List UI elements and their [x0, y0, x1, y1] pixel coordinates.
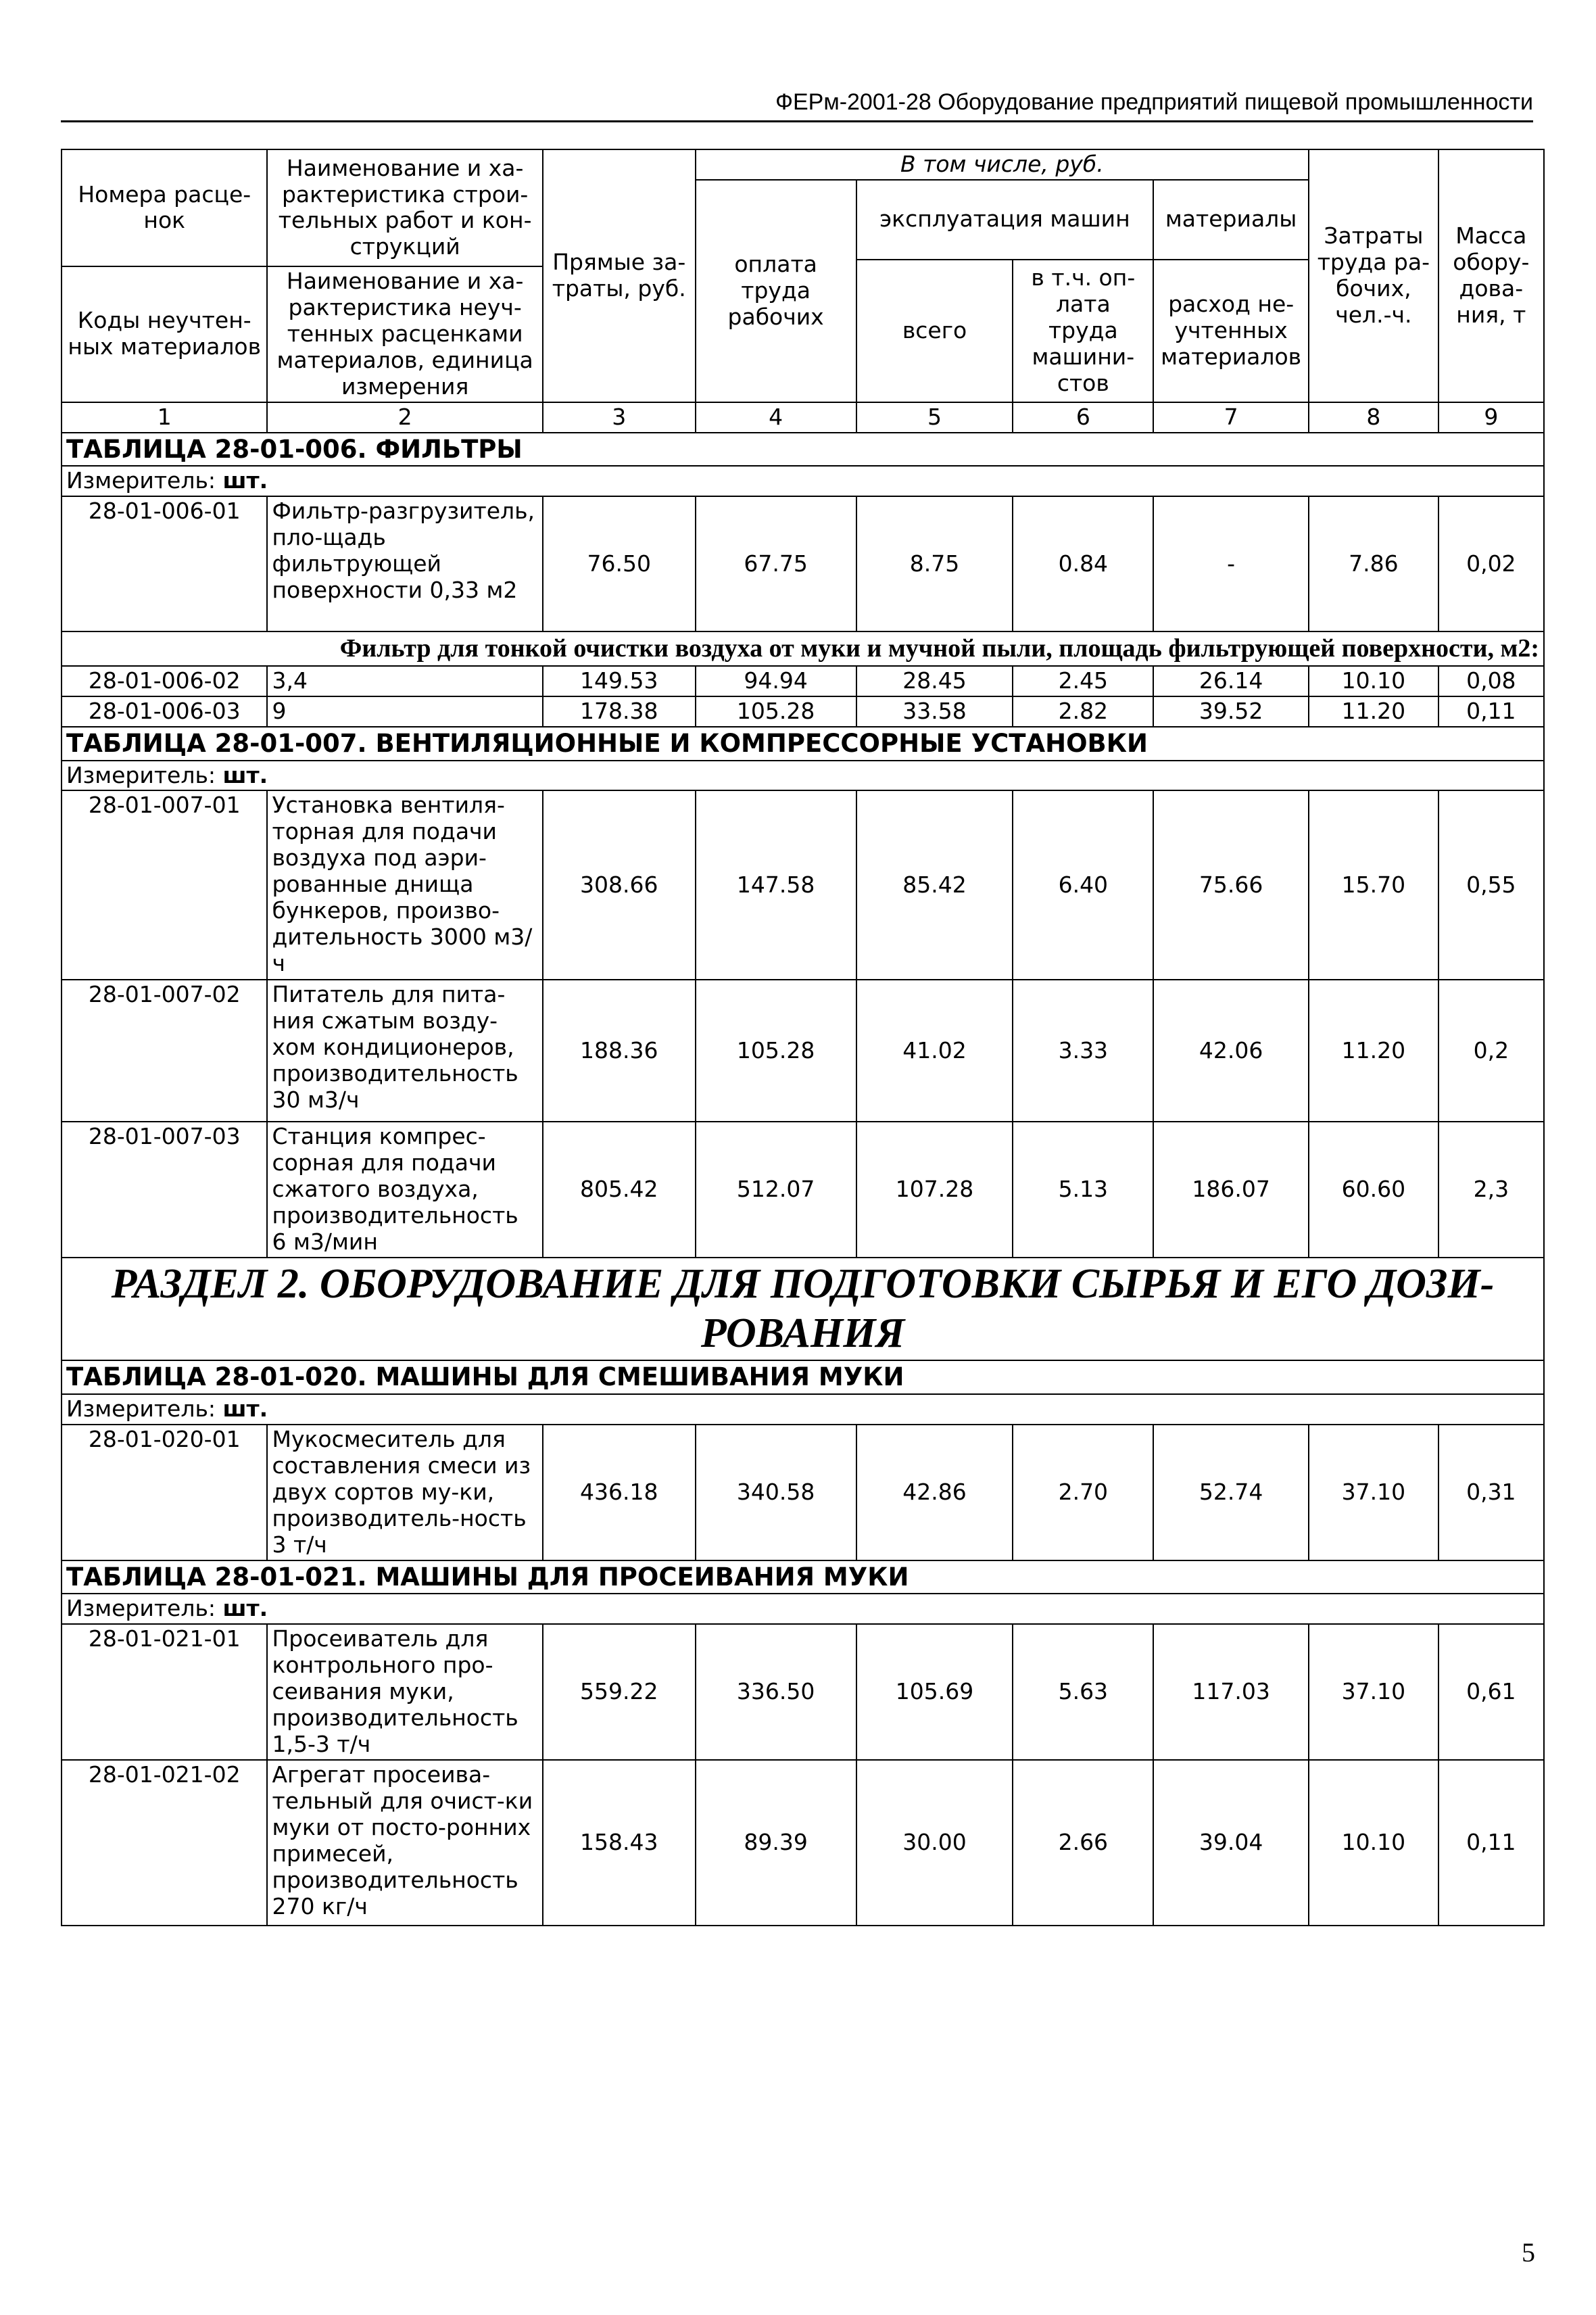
measure-unit-value: шт.: [222, 1395, 268, 1423]
rate-mass: 0,02: [1438, 496, 1544, 631]
measure-unit-value: шт.: [222, 761, 268, 788]
rate-mach-labor: 6.40: [1013, 790, 1153, 980]
rate-mat: 117.03: [1153, 1624, 1309, 1760]
col-header-mass: Масса обору-дова-ния, т: [1438, 149, 1544, 402]
section-title: РАЗДЕЛ 2. ОБОРУДОВАНИЕ ДЛЯ ПОДГОТОВКИ СЫРЬЯ И ЕГО ДОЗИ-РОВАНИЯ: [62, 1258, 1544, 1360]
table-row: [62, 980, 1544, 1122]
rate-mass: 0,11: [1438, 696, 1544, 727]
running-header: ФЕРм-2001-28 Оборудование предприятий пищевой промышленности: [775, 89, 1533, 115]
measure-unit-value: шт.: [222, 1595, 268, 1622]
rate-mass: 0,11: [1438, 1760, 1544, 1926]
rate-hours: 11.20: [1309, 980, 1438, 1122]
rate-mach: 107.28: [856, 1122, 1013, 1258]
table-title: ТАБЛИЦА 28-01-021. МАШИНЫ ДЛЯ ПРОСЕИВАНИЯ МУКИ: [62, 1560, 1544, 1594]
rate-name: 9: [267, 696, 542, 727]
rate-mach-labor: 2.66: [1013, 1760, 1153, 1926]
rate-mat: 52.74: [1153, 1425, 1309, 1560]
col-header-materials: материалы: [1153, 180, 1309, 260]
rate-hours: 7.86: [1309, 496, 1438, 631]
col-number: 2: [267, 402, 542, 433]
rate-mat: 42.06: [1153, 980, 1309, 1122]
col-header-hours: Затраты труда ра-бочих, чел.-ч.: [1309, 149, 1438, 402]
measure-unit: [62, 761, 1544, 791]
table-row: [62, 496, 1544, 631]
col-header-machines: эксплуатация машин: [856, 180, 1154, 260]
rate-hours: 37.10: [1309, 1425, 1438, 1560]
rate-hours: 10.10: [1309, 666, 1438, 696]
table-row: [62, 1425, 1544, 1560]
table-row: [62, 1122, 1544, 1258]
rate-direct: 559.22: [543, 1624, 696, 1760]
rate-mach-labor: 5.13: [1013, 1122, 1153, 1258]
rate-mat: 39.04: [1153, 1760, 1309, 1926]
rate-mach-labor: 2.70: [1013, 1425, 1153, 1560]
rate-hours: 60.60: [1309, 1122, 1438, 1258]
rate-hours: 15.70: [1309, 790, 1438, 980]
rate-labor: 105.28: [696, 696, 856, 727]
measure-unit: [62, 1594, 1544, 1624]
col-number: 6: [1013, 402, 1153, 433]
rate-labor: 67.75: [696, 496, 856, 631]
col-header-machines-labor: в т.ч. оп-лата труда машини-стов: [1013, 260, 1153, 402]
measure-unit: [62, 466, 1544, 496]
measure-label: Измеритель:: [66, 467, 223, 494]
rate-labor: 336.50: [696, 1624, 856, 1760]
rate-mat: 39.52: [1153, 696, 1309, 727]
rate-mach-labor: 3.33: [1013, 980, 1153, 1122]
rate-code: 28-01-021-02: [62, 1760, 267, 1926]
rate-mach-labor: 5.63: [1013, 1624, 1153, 1760]
rate-mach: 41.02: [856, 980, 1013, 1122]
rate-code: 28-01-006-01: [62, 496, 267, 631]
rate-hours: 10.10: [1309, 1760, 1438, 1926]
rate-direct: 149.53: [543, 666, 696, 696]
table-row: [62, 790, 1544, 980]
col-header-name: Наименование и ха-рактеристика строи-тельных работ и кон-струкций: [267, 149, 542, 266]
rate-hours: 11.20: [1309, 696, 1438, 727]
col-header-unaccounted-materials: расход не-учтенных материалов: [1153, 260, 1309, 402]
col-header-material-name: Наименование и ха-рактеристика неуч-тенных расценками материалов, единица измерения: [267, 266, 542, 402]
rate-direct: 188.36: [543, 980, 696, 1122]
col-header-labor: оплата труда рабочих: [696, 180, 856, 402]
table-row: [62, 666, 1544, 696]
rate-code: 28-01-021-01: [62, 1624, 267, 1760]
rate-code: 28-01-007-03: [62, 1122, 267, 1258]
rate-mat: 26.14: [1153, 666, 1309, 696]
rate-name: Мукосмеситель для составления смеси из двух сортов му-ки, производитель-ность 3 т/ч: [267, 1425, 542, 1560]
rate-mass: 2,3: [1438, 1122, 1544, 1258]
table-row: [62, 1760, 1544, 1926]
col-header-direct: Прямые за-траты, руб.: [543, 149, 696, 402]
rate-name: Агрегат просеива-тельный для очист-ки муки от посто-ронних примесей, производительность 270 кг/ч: [267, 1760, 542, 1926]
rate-name: 3,4: [267, 666, 542, 696]
rate-labor: 340.58: [696, 1425, 856, 1560]
col-number: 8: [1309, 402, 1438, 433]
col-header-codes: Номера расце-нок: [62, 149, 267, 266]
rate-direct: 805.42: [543, 1122, 696, 1258]
rate-mach: 30.00: [856, 1760, 1013, 1926]
rate-mat: 186.07: [1153, 1122, 1309, 1258]
rate-labor: 89.39: [696, 1760, 856, 1926]
measure-label: Измеритель:: [66, 1395, 223, 1423]
measure-label: Измеритель:: [66, 761, 223, 788]
col-header-machines-total: всего: [856, 260, 1013, 402]
rate-name: Просеиватель для контрольного про-сеивания муки, производительность 1,5-3 т/ч: [267, 1624, 542, 1760]
measure-unit-value: шт.: [222, 467, 268, 494]
measure-label: Измеритель:: [66, 1595, 223, 1622]
col-number: 7: [1153, 402, 1309, 433]
rate-code: 28-01-006-03: [62, 696, 267, 727]
rate-mat: -: [1153, 496, 1309, 631]
rate-mach: 85.42: [856, 790, 1013, 980]
rate-name: Установка вентиля-торная для подачи воздуха под аэри-рованные днища бункеров, произво-дительность 3000 м3/ч: [267, 790, 542, 980]
rate-mass: 0,61: [1438, 1624, 1544, 1760]
rate-name: Питатель для пита-ния сжатым возду-хом кондиционеров, производительность 30 м3/ч: [267, 980, 542, 1122]
rate-direct: 76.50: [543, 496, 696, 631]
col-header-material-codes: Коды неучтен-ных материалов: [62, 266, 267, 402]
rate-mat: 75.66: [1153, 790, 1309, 980]
rate-mach: 28.45: [856, 666, 1013, 696]
rate-code: 28-01-007-02: [62, 980, 267, 1122]
rate-code: 28-01-020-01: [62, 1425, 267, 1560]
rate-direct: 436.18: [543, 1425, 696, 1560]
rate-labor: 512.07: [696, 1122, 856, 1258]
rate-mach: 42.86: [856, 1425, 1013, 1560]
rate-mach: 8.75: [856, 496, 1013, 631]
rate-direct: 308.66: [543, 790, 696, 980]
rate-mach-labor: 0.84: [1013, 496, 1153, 631]
rate-code: 28-01-006-02: [62, 666, 267, 696]
rate-mach-labor: 2.82: [1013, 696, 1153, 727]
rate-mass: 0,55: [1438, 790, 1544, 980]
table-row: [62, 1624, 1544, 1760]
measure-unit: [62, 1394, 1544, 1425]
subheading: Фильтр для тонкой очистки воздуха от муки и мучной пыли, площадь фильтрующей поверхности, м2:: [62, 631, 1544, 666]
col-number: 5: [856, 402, 1013, 433]
rate-labor: 105.28: [696, 980, 856, 1122]
table-title: ТАБЛИЦА 28-01-006. ФИЛЬТРЫ: [62, 433, 1544, 467]
rate-labor: 94.94: [696, 666, 856, 696]
rates-table: [61, 149, 1545, 1926]
rate-mach-labor: 2.45: [1013, 666, 1153, 696]
header-rule: [61, 120, 1533, 122]
rate-name: Станция компрес-сорная для подачи сжатого воздуха, производительность 6 м3/мин: [267, 1122, 542, 1258]
page-number: 5: [1522, 2237, 1535, 2268]
rate-mass: 0,2: [1438, 980, 1544, 1122]
table-title: ТАБЛИЦА 28-01-007. ВЕНТИЛЯЦИОННЫЕ И КОМПРЕССОРНЫЕ УСТАНОВКИ: [62, 727, 1544, 761]
rate-direct: 178.38: [543, 696, 696, 727]
rate-mach: 33.58: [856, 696, 1013, 727]
col-number: 3: [543, 402, 696, 433]
rate-labor: 147.58: [696, 790, 856, 980]
col-number: 9: [1438, 402, 1544, 433]
table-row: [62, 696, 1544, 727]
rate-direct: 158.43: [543, 1760, 696, 1926]
rate-hours: 37.10: [1309, 1624, 1438, 1760]
rate-code: 28-01-007-01: [62, 790, 267, 980]
col-header-group: В том числе, руб.: [696, 149, 1309, 180]
column-numbers-row: [62, 402, 1544, 433]
rate-mass: 0,31: [1438, 1425, 1544, 1560]
rate-name: Фильтр-разгрузитель, пло-щадь фильтрующей поверхности 0,33 м2: [267, 496, 542, 631]
rate-mach: 105.69: [856, 1624, 1013, 1760]
rate-mass: 0,08: [1438, 666, 1544, 696]
col-number: 1: [62, 402, 267, 433]
col-number: 4: [696, 402, 856, 433]
table-title: ТАБЛИЦА 28-01-020. МАШИНЫ ДЛЯ СМЕШИВАНИЯ МУКИ: [62, 1360, 1544, 1394]
